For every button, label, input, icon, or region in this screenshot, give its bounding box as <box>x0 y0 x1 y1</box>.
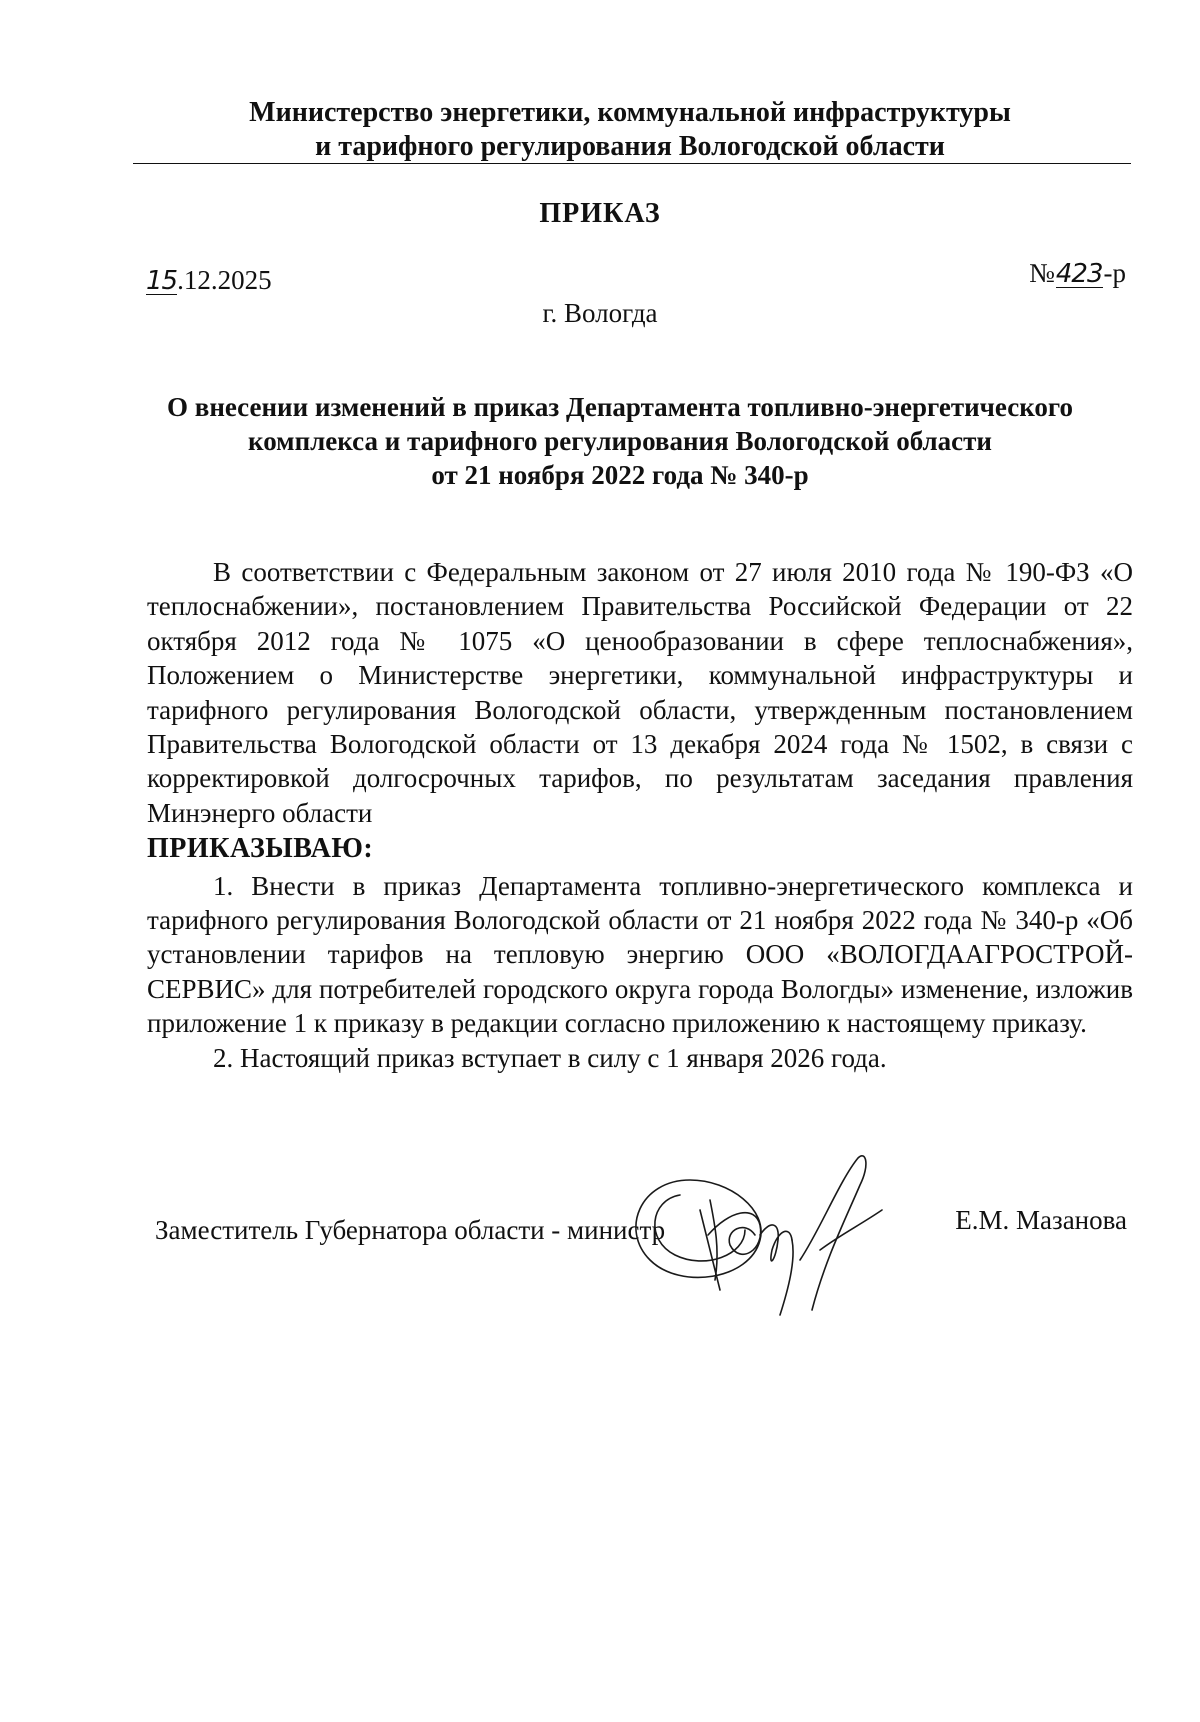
signatory-name: Е.М. Мазанова <box>955 1205 1127 1235</box>
number-suffix: -р <box>1103 258 1126 288</box>
ministry-header-line1: Министерство энергетики, коммунальной инфраструктуры <box>249 97 1011 128</box>
order-item-2: 2. Настоящий приказ вступает в силу с 1 января 2026 года. <box>213 1042 887 1073</box>
document-type: ПРИКАЗ <box>539 198 661 229</box>
ministry-header-line2: и тарифного регулирования Вологодской области <box>315 131 945 162</box>
ministry-header <box>120 96 1140 164</box>
title-line1: О внесении изменений в приказ Департамента топливно-энергетического <box>166 392 1073 422</box>
preamble-paragraph: В соответствии с Федеральным законом от 27 июля 2010 года № 190-ФЗ «О теплоснабжении», постановлением Правительства Российской Федерации от 22 октября 2012 года № 1075 «О ценообразовании в сфере теплоснабжения», Положением о Министерстве энергетики, коммунальной инфраструктуры и тарифного регулирования Вологодской области, утвержденным постановлением Правительства Вологодской области от 13 декабря 2024 года № 1502, в связи с корректировкой долгосрочных тарифов, по результатам заседания правления Минэнерго области <box>147 557 1133 828</box>
document-date <box>146 265 272 296</box>
title-line2: комплекса и тарифного регулирования Вологодской области <box>248 426 992 456</box>
handwritten-signature <box>620 1140 940 1340</box>
date-rest: .12.2025 <box>177 265 272 295</box>
document-number <box>1029 258 1126 289</box>
document-title <box>140 390 1100 492</box>
number-value-handwritten: 423 <box>1055 259 1103 289</box>
document-place: г. Вологда <box>542 298 658 328</box>
date-day-handwritten: 15 <box>146 266 178 296</box>
header-divider <box>133 163 1131 164</box>
order-word: ПРИКАЗЫВАЮ: <box>147 833 374 865</box>
signatory-position: Заместитель Губернатора области - министр <box>155 1215 666 1245</box>
order-item-1: 1. Внести в приказ Департамента топливно-энергетического комплекса и тарифного регулирования Вологодской области от 21 ноября 2022 года № 340-р «Об установлении тарифов на тепловую энергию ООО «ВОЛОГДААГРОСТРОЙ-СЕРВИС» для потребителей городского округа города Вологды» изменение, изложив приложение 1 к приказу в редакции согласно приложению к настоящему приказу. <box>147 870 1133 1039</box>
document-body <box>147 555 1133 1075</box>
title-line3: от 21 ноября 2022 года № 340-р <box>431 460 809 490</box>
number-prefix: № <box>1029 258 1055 288</box>
